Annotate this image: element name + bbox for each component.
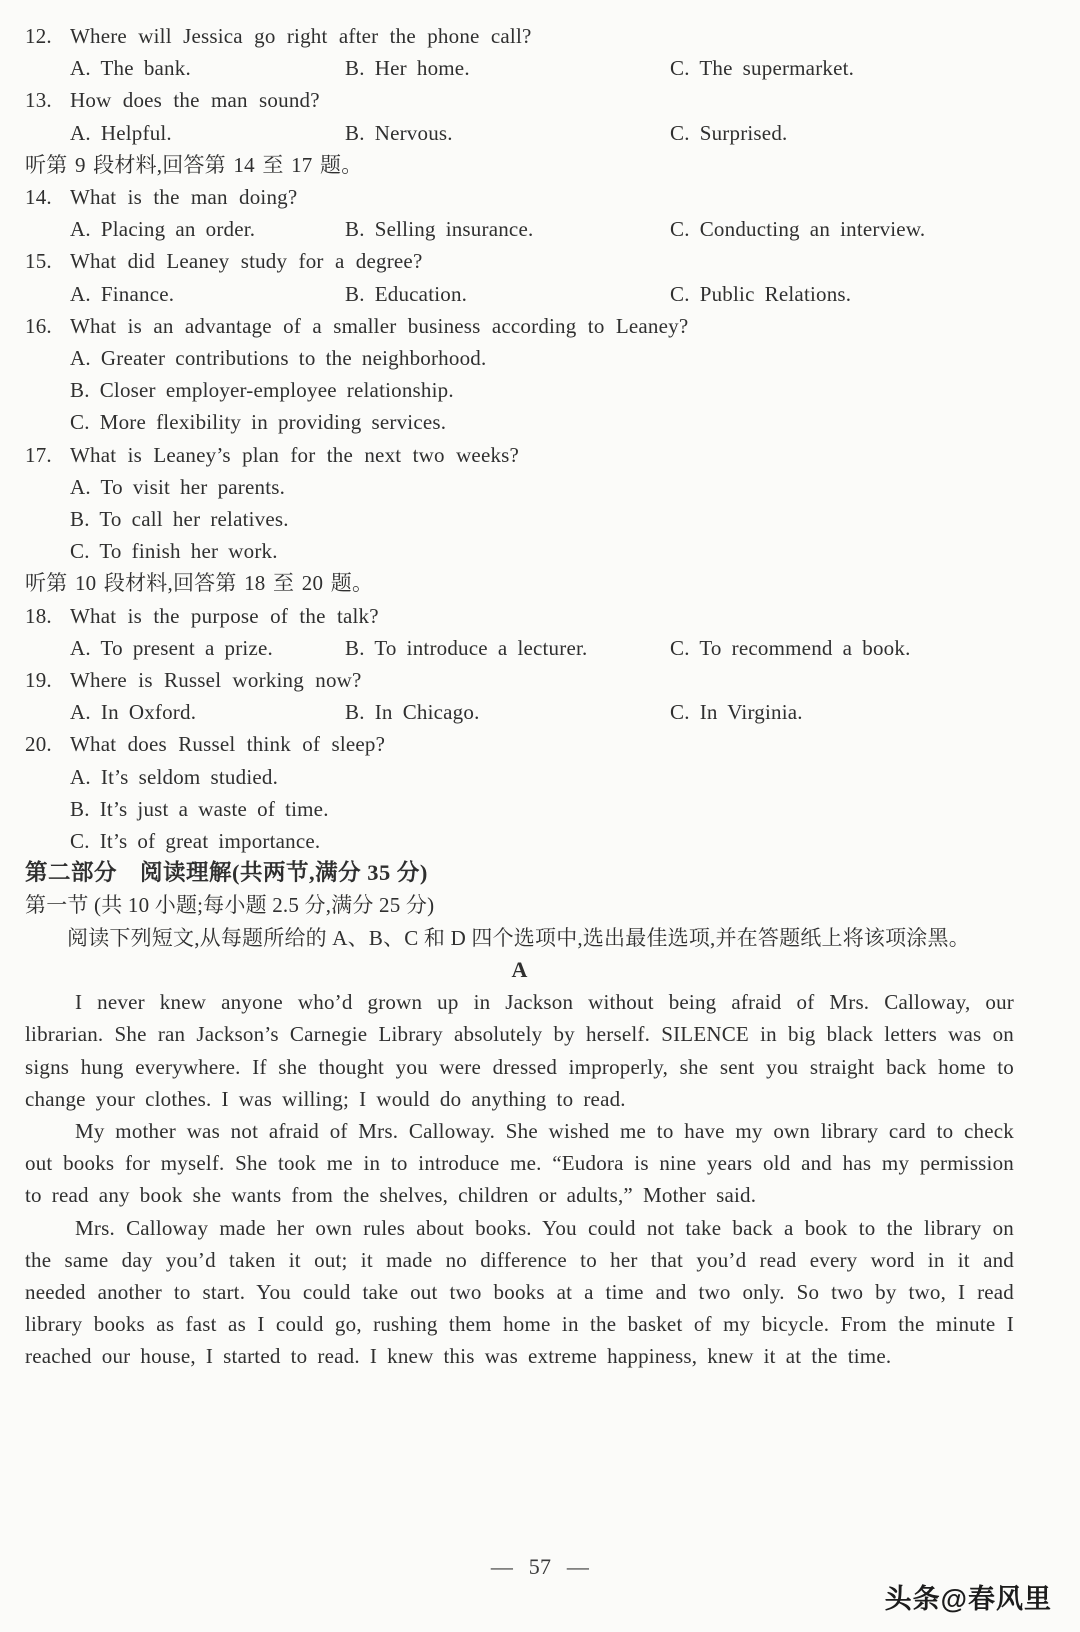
passage-paragraph: My mother was not afraid of Mrs. Calloway. She wished me to have my own library card to check out books for myself. She took me in to introduce me. “Eudora is nine years old and has my permission to read any book she wants from the shelves, children or adults,” Mother said. (25, 1118, 1014, 1208)
option: B. In Chicago. (345, 700, 480, 725)
options-row (25, 213, 1014, 245)
passage-paragraph: Mrs. Calloway made her own rules about books. You could not take back a book to the library on the same day you’d taken it out; it made no difference to her that you’d read every word in it and needed another to start. You could take out two books at a time and two only. So two by two, I read library books as fast as I could go, rushing them home in the basket of my bicycle. From the minute I reached our house, I started to read. I knew this was extreme happiness, knew it at the time. (25, 1215, 1014, 1369)
part2-heading: 第二部分 阅读理解(共两节,满分 35 分) (25, 860, 428, 886)
question-line (25, 84, 1014, 116)
options-row (25, 117, 1014, 149)
question-number: 19. (25, 668, 52, 693)
reading-section (25, 857, 1014, 1372)
option: B. To introduce a lecturer. (345, 635, 588, 660)
option: C. In Virginia. (670, 700, 803, 725)
question-line (25, 439, 1014, 471)
question-text: Where is Russel working now? (70, 668, 362, 693)
question-line (25, 664, 1014, 696)
question-number: 15. (25, 249, 52, 274)
question-text: Where will Jessica go right after the phone call? (70, 24, 532, 48)
option: B. Closer employer-employee relationship. (70, 378, 454, 403)
option: B. Selling insurance. (345, 217, 534, 242)
passage-label: A (511, 956, 528, 982)
question-number: 14. (25, 185, 52, 210)
question-number: 16. (25, 313, 52, 338)
options-row (25, 696, 1014, 728)
question-number: 13. (25, 88, 52, 113)
question-text: What did Leaney study for a degree? (70, 249, 423, 274)
question-number: 12. (25, 24, 52, 48)
question-text: What is an advantage of a smaller business according to Leaney? (70, 313, 689, 338)
question-line (25, 310, 1014, 342)
option: C. Public Relations. (670, 281, 852, 306)
question-text: What does Russel think of sleep? (70, 732, 386, 757)
watermark: 头条@春风里 (884, 1584, 1052, 1614)
question-line (25, 245, 1014, 277)
passage-paragraph: I never knew anyone who’d grown up in Jackson without being afraid of Mrs. Calloway, our librarian. She ran Jackson’s Carnegie Library absolutely by herself. SILENCE in big black letters was on signs hung everywhere. If she thought you were dressed improperly, she sent you straight back home to change your clothes. I was willing; I would do anything to read. (25, 990, 1014, 1111)
options-row (25, 52, 1014, 84)
option: C. More flexibility in providing services. (70, 410, 447, 435)
question-text: What is the man doing? (70, 185, 298, 210)
options-row (25, 278, 1014, 310)
question-line (25, 20, 1014, 52)
option: A. In Oxford. (70, 700, 197, 725)
option: C. It’s of great importance. (70, 829, 321, 854)
option: B. Her home. (345, 56, 470, 81)
material-note: 听第 10 段材料,回答第 18 至 20 题。 (25, 571, 374, 596)
option: A. It’s seldom studied. (70, 764, 279, 789)
option: C. To recommend a book. (670, 635, 911, 660)
option: C. Surprised. (670, 120, 788, 145)
question-line (25, 600, 1014, 632)
page-number: — 57 — (490, 1554, 590, 1579)
option: B. Education. (345, 281, 468, 306)
option: A. The bank. (70, 56, 191, 81)
option: A. To visit her parents. (70, 474, 286, 499)
section1-heading: 第一节 (共 10 小题;每小题 2.5 分,满分 25 分) (25, 893, 435, 918)
option: A. Helpful. (70, 120, 172, 145)
question-text: What is Leaney’s plan for the next two weeks? (70, 442, 520, 467)
question-line (25, 728, 1014, 760)
option: B. Nervous. (345, 120, 453, 145)
page-content (25, 20, 1014, 1373)
material-note: 听第 9 段材料,回答第 14 至 17 题。 (25, 152, 363, 177)
option: A. Finance. (70, 281, 175, 306)
option: A. Placing an order. (70, 217, 256, 242)
question-text: How does the man sound? (70, 88, 320, 113)
option: C. Conducting an interview. (670, 217, 926, 242)
option: C. The supermarket. (670, 56, 855, 81)
option: C. To finish her work. (70, 539, 278, 564)
question-text: What is the purpose of the talk? (70, 603, 379, 628)
listening-section (25, 20, 1014, 857)
options-row (25, 632, 1014, 664)
reading-instructions: 阅读下列短文,从每题所给的 A、B、C 和 D 四个选项中,选出最佳选项,并在答题纸上将该项涂黑。 (67, 925, 970, 950)
option: B. To call her relatives. (70, 507, 289, 532)
question-number: 20. (25, 732, 52, 757)
option: A. To present a prize. (70, 635, 273, 660)
question-number: 18. (25, 603, 52, 628)
question-number: 17. (25, 442, 52, 467)
question-line (25, 181, 1014, 213)
option: A. Greater contributions to the neighborhood. (70, 346, 487, 371)
option: B. It’s just a waste of time. (70, 796, 329, 821)
